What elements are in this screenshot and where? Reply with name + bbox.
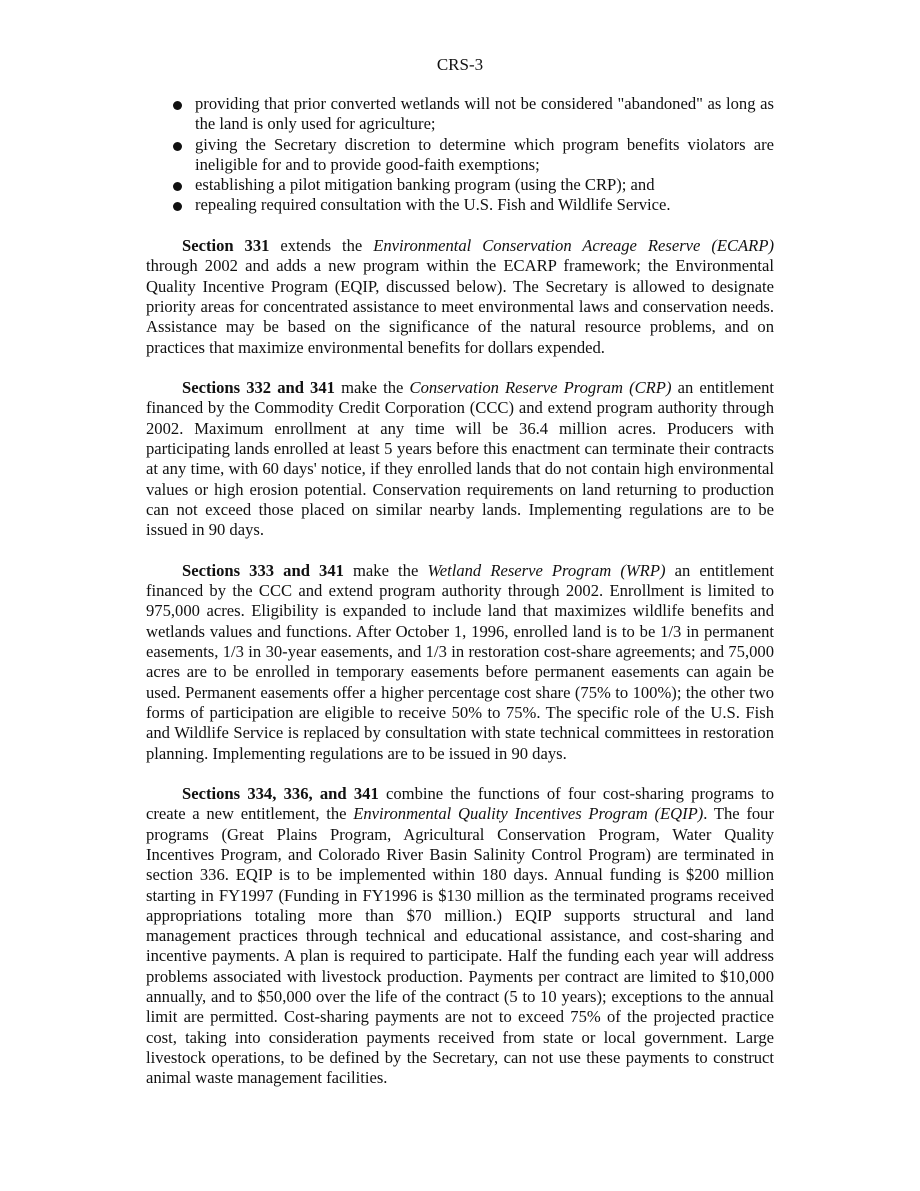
bullet-dot-icon <box>173 182 182 191</box>
section-text: . The four programs (Great Plains Program, Agricultural Conservation Program, Water Quality Incentives Program, and Colorado River Basin Salinity Control Program) are terminated in section 336. EQIP is to be implemented within 180 days. Annual funding is $200 million starting in FY1997 (Funding in FY1996 is $130 million as the terminated programs received appropriations totaling more than $70 million.) EQIP supports structural and land management practices through technical and educational assistance, and cost-sharing and incentive payments. A plan is required to participate. Half the funding each year will address problems associated with livestock production. Payments per contract are limited to $10,000 annually, and to $50,000 over the life of the contract (5 to 10 years); exceptions to the annual limit are permitted. Cost-sharing payments are not to exceed 75% of the projected practice cost, taking into consideration payments received from state or local government. Large livestock operations, to be defined by the Secretary, can not use these payments to construct animal waste management facilities. <box>146 804 774 1088</box>
section-text: make the <box>343 560 428 580</box>
bullet-dot-icon <box>173 142 182 151</box>
section-332-341-paragraph <box>146 378 774 540</box>
section-333-341-paragraph <box>146 561 774 764</box>
section-text: through 2002 and adds a new program within the ECARP framework; the Environmental Quality Incentive Program (EQIP, discussed below). The Secretary is allowed to designate priority areas for concentrated assistance to meet environmental laws and conservation needs. Assistance may be based on the significance of the natural resource problems, and on practices that maximize environmental benefits for dollars expended. <box>146 256 774 357</box>
section-heading: Sections 332 and 341 <box>182 378 335 398</box>
section-334-336-341-paragraph <box>146 784 774 1088</box>
bullet-text: repealing required consultation with the U.S. Fish and Wildlife Service. <box>195 195 671 215</box>
section-text: an entitlement financed by the CCC and extend program authority through 2002. Enrollment is limited to 975,000 acres. Eligibility is expanded to include land that maximizes wildlife benefits and wetlands values and functions. After October 1, 1996, enrolled land is to be 1/3 in permanent easements, 1/3 in 30-year easements, and 1/3 in restoration cost-share agreements; and 75,000 acres are to be enrolled in temporary easements before permanent easements can again be used. Permanent easements offer a higher percentage cost share (75% to 100%); the other two forms of participation are eligible to receive 50% to 75%. The specific role of the U.S. Fish and Wildlife Service is replaced by consultation with state technical committees in restoration planning. Implementing regulations are to be issued in 90 days. <box>146 560 774 763</box>
document-body <box>146 94 774 1109</box>
section-heading: Sections 334, 336, and 341 <box>182 784 379 804</box>
bullet-item <box>195 195 774 215</box>
section-text: an entitlement financed by the Commodity Credit Corporation (CCC) and extend program authority through 2002. Maximum enrollment at any time will be 36.4 million acres. Producers with participating lands enrolled at least 5 years before this enactment can terminate their contracts at any time, with 60 days' notice, if they enrolled lands that do not contain high environmental values or high erosion potential. Conservation requirements on land returning to production can not exceed those placed on similar nearby lands. Implementing regulations are to be issued in 90 days. <box>146 378 775 540</box>
program-name: Conservation Reserve Program (CRP) <box>409 378 672 398</box>
section-text: extends the <box>269 236 374 256</box>
bullet-text: providing that prior converted wetlands will not be considered "abandoned" as long as the land is only used for agriculture; <box>195 94 774 134</box>
section-text: combine the functions of four cost-sharing programs to create a new entitlement, the <box>146 784 774 824</box>
bullet-item <box>195 94 774 135</box>
bullet-dot-icon <box>173 202 182 211</box>
bullet-text: establishing a pilot mitigation banking program (using the CRP); and <box>195 175 655 195</box>
section-331-paragraph <box>146 236 774 358</box>
provision-bullet-list <box>146 94 774 216</box>
program-name: Environmental Conservation Acreage Reserve (ECARP) <box>373 236 774 256</box>
bullet-text: giving the Secretary discretion to determine which program benefits violators are ineligible for and to provide good-faith exemptions; <box>195 134 774 174</box>
program-name: Environmental Quality Incentives Program (EQIP) <box>353 804 704 824</box>
program-name: Wetland Reserve Program (WRP) <box>427 560 666 580</box>
bullet-item <box>195 135 774 176</box>
section-text: make the <box>334 378 410 398</box>
section-heading: Sections 333 and 341 <box>182 560 344 580</box>
section-heading: Section 331 <box>182 236 270 256</box>
bullet-dot-icon <box>173 101 182 110</box>
bullet-item <box>195 175 774 195</box>
page-header: CRS-3 <box>436 55 484 74</box>
